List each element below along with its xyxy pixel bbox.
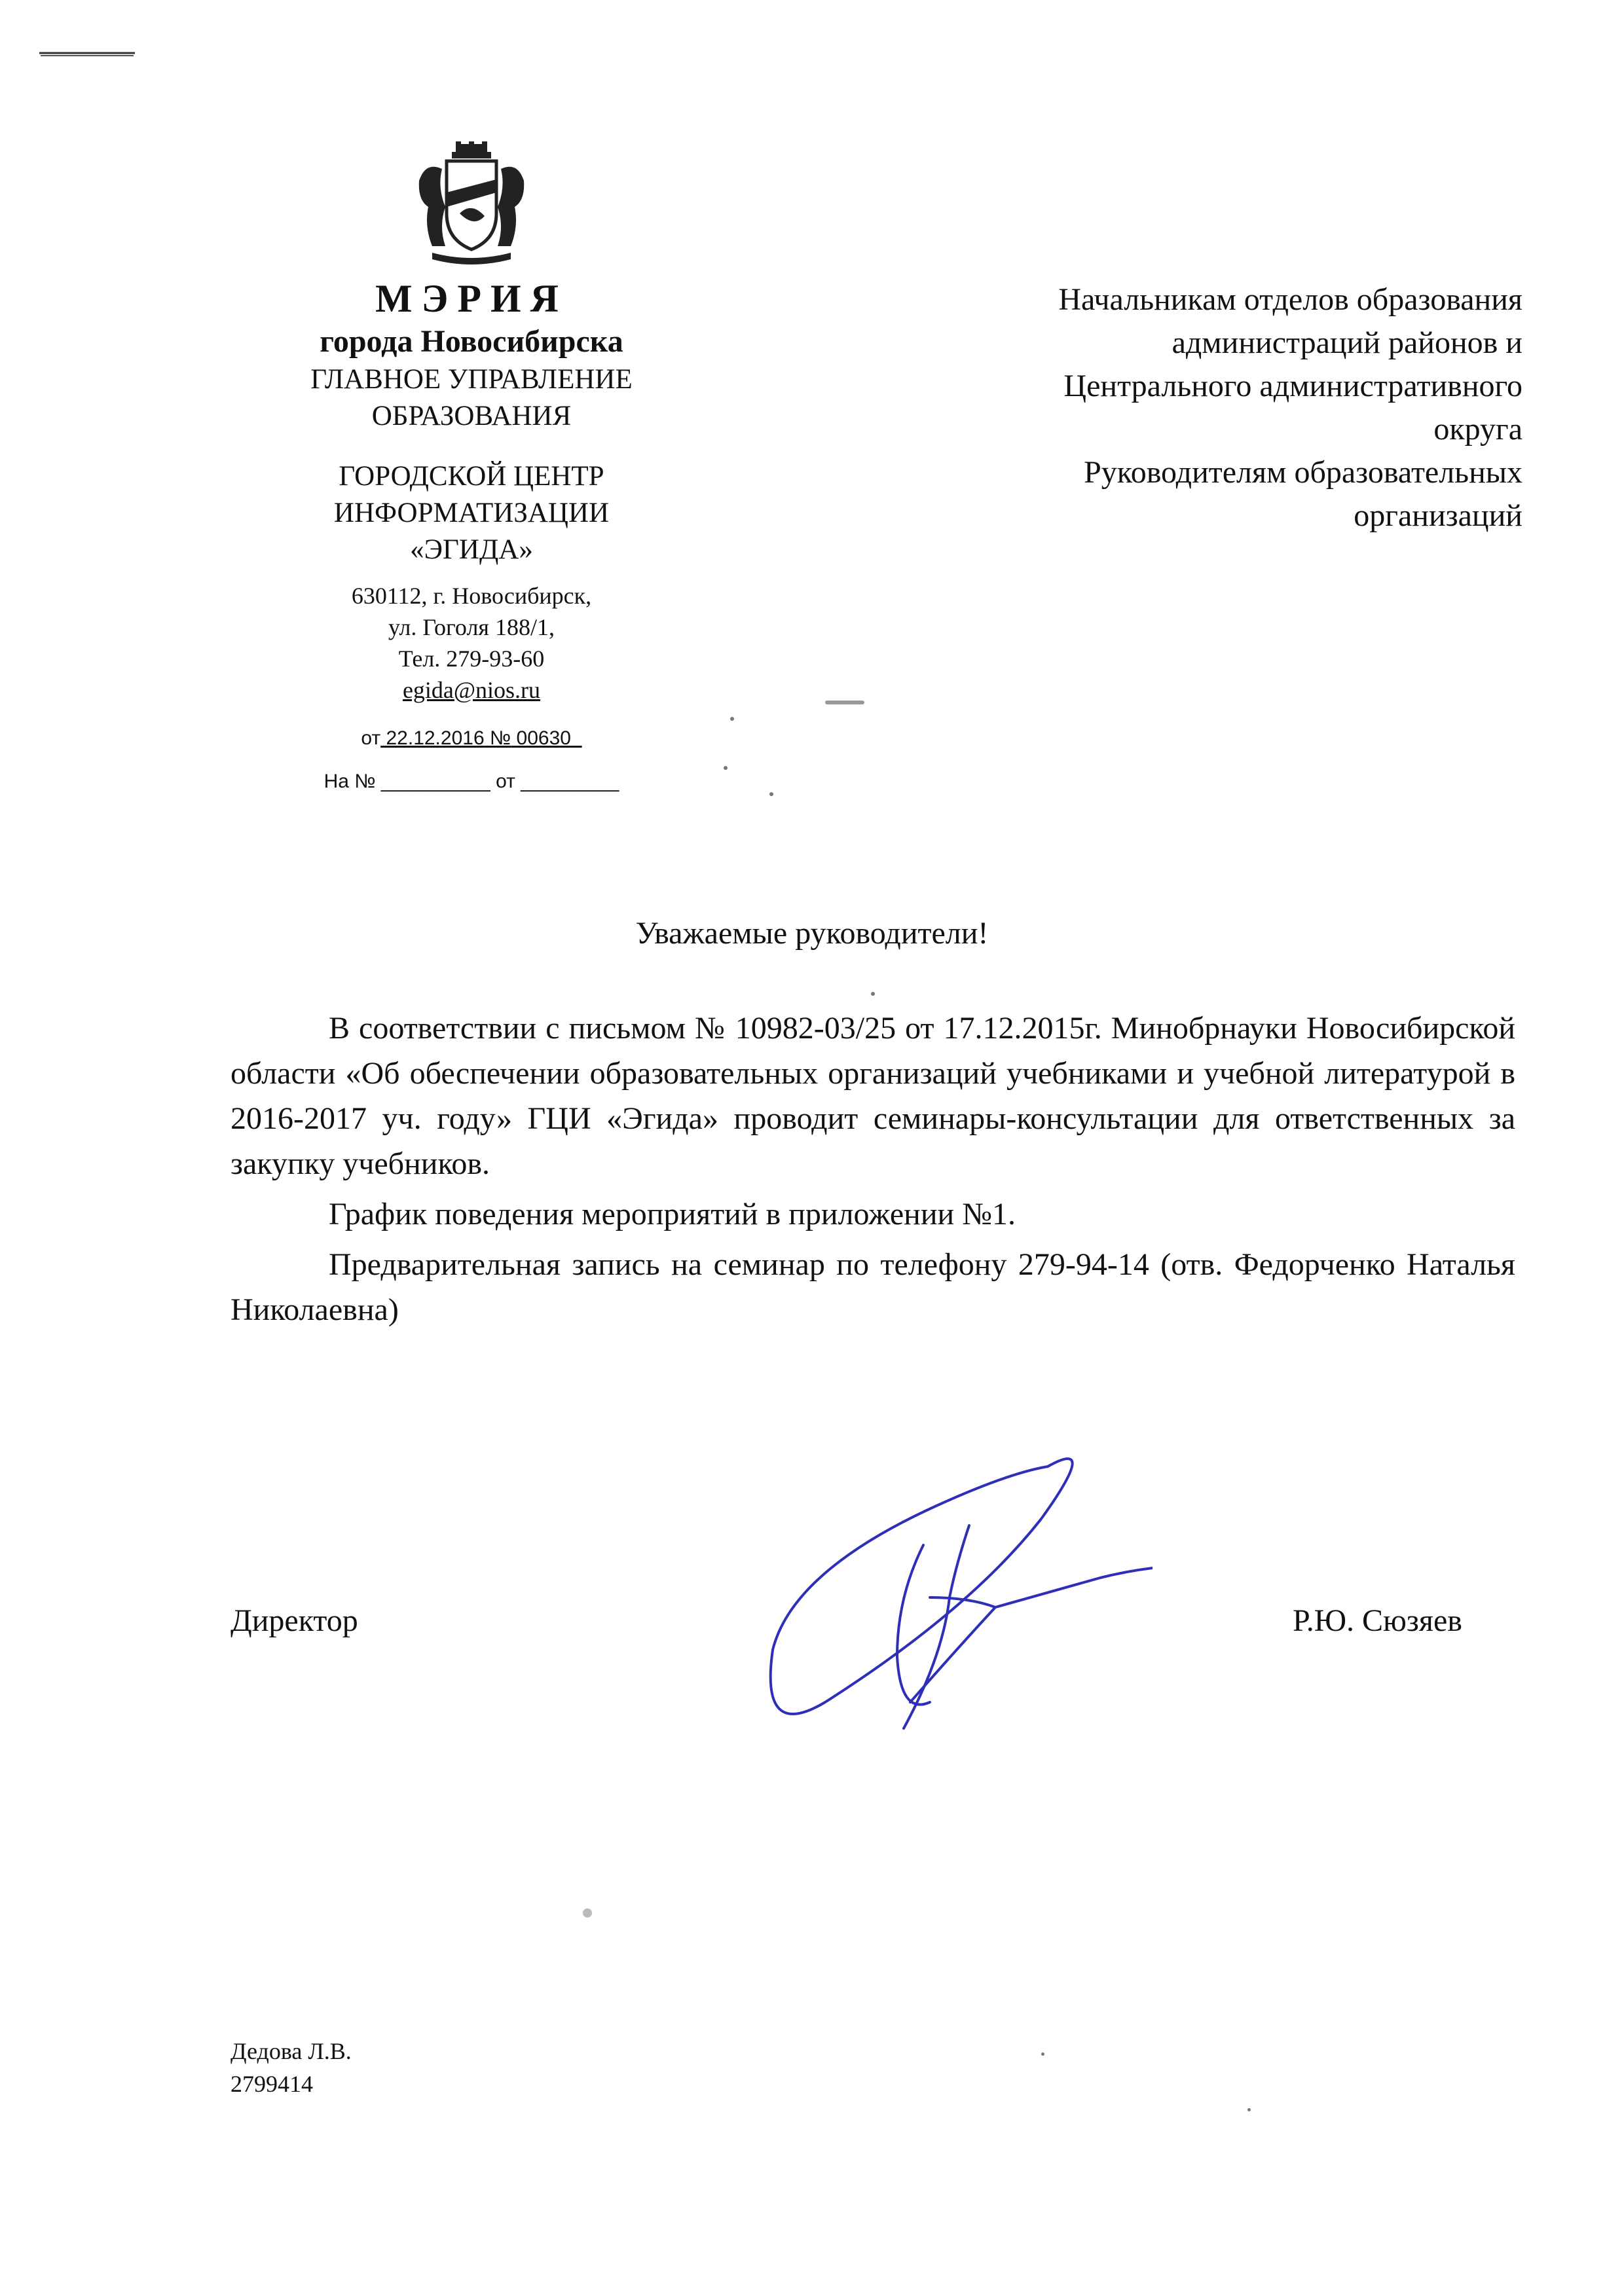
phone: Тел. 279-93-60 [398, 646, 545, 672]
signatory-title: Директор [231, 1603, 358, 1638]
salutation: Уважаемые руководители! [635, 916, 989, 951]
handwritten-signature [733, 1440, 1153, 1748]
addressee-line3: Центрального административного [1063, 369, 1522, 403]
addressee-line6: организаций [1354, 498, 1522, 533]
scan-speck [825, 701, 864, 704]
executor-block [231, 2035, 352, 2100]
addressee-line5: Руководителям образовательных [1084, 455, 1522, 490]
letterhead-center-line2: ИНФОРМАТИЗАЦИИ [333, 498, 610, 528]
letterhead-org: МЭРИЯ [375, 277, 568, 320]
letterhead-dept-line1: ГЛАВНОЕ УПРАВЛЕНИЕ [310, 364, 633, 395]
scan-mark-line [38, 50, 136, 58]
scan-speck [583, 1908, 592, 1918]
ref-date: 22.12.2016 [386, 727, 485, 749]
address-line1: 630112, г. Новосибирск, [351, 583, 592, 609]
body-paragraph-1: В соответствии с письмом № 10982-03/25 от 17.12.2015г. Минобрнауки Новосибирской области «Об обеспечении образовательных организаций учебниками и учебной литературой в 2016-2017 уч. году» ГЦИ «Эгида» проводит семинары-консультации для ответственных за закупку учебников. [231, 1011, 1515, 1181]
scan-speck [724, 766, 728, 770]
body-paragraph-2: График поведения мероприятий в приложении №1. [329, 1197, 1016, 1231]
ref-no-label: № [489, 727, 511, 749]
letterhead [242, 141, 701, 795]
addressee-block [904, 278, 1522, 538]
addressee-line4: округа [1433, 412, 1522, 446]
email-link[interactable]: egida@nios.ru [402, 677, 541, 703]
letterhead-dept-line2: ОБРАЗОВАНИЯ [371, 401, 572, 431]
scan-speck [769, 792, 773, 796]
letterhead-center-line1: ГОРОДСКОЙ ЦЕНТР [339, 461, 604, 492]
addressee-line1: Начальникам отделов образования [1058, 282, 1522, 317]
reply-no-value: __________ [380, 771, 490, 792]
executor-phone: 2799414 [231, 2071, 313, 2097]
letterhead-center-line3: «ЭГИДА» [410, 534, 533, 565]
scan-speck [1041, 2052, 1044, 2056]
executor-name: Дедова Л.В. [231, 2038, 352, 2064]
reply-no-label: На № [323, 771, 376, 792]
body-paragraph-3: Предварительная запись на семинар по телефону 279-94-14 (отв. Федорченко Наталья Николаевна) [231, 1247, 1515, 1327]
address-line2: ул. Гоголя 188/1, [388, 614, 555, 640]
letterhead-city: города Новосибирска [320, 324, 623, 359]
ref-number: 00630 [516, 727, 571, 749]
reply-from-label: от [496, 771, 515, 792]
incoming-ref [242, 769, 701, 795]
reply-from-value: _________ [521, 771, 619, 792]
scan-speck [1247, 2108, 1251, 2111]
ref-from-label: от [361, 727, 381, 749]
scan-speck [871, 992, 875, 996]
novosibirsk-coat-of-arms-icon [406, 141, 537, 266]
signatory-name: Р.Ю. Сюзяев [1293, 1603, 1462, 1638]
scan-speck [730, 717, 734, 721]
addressee-line2: администраций районов и [1172, 325, 1522, 360]
outgoing-ref [242, 725, 701, 752]
letter-body [231, 1006, 1515, 1332]
